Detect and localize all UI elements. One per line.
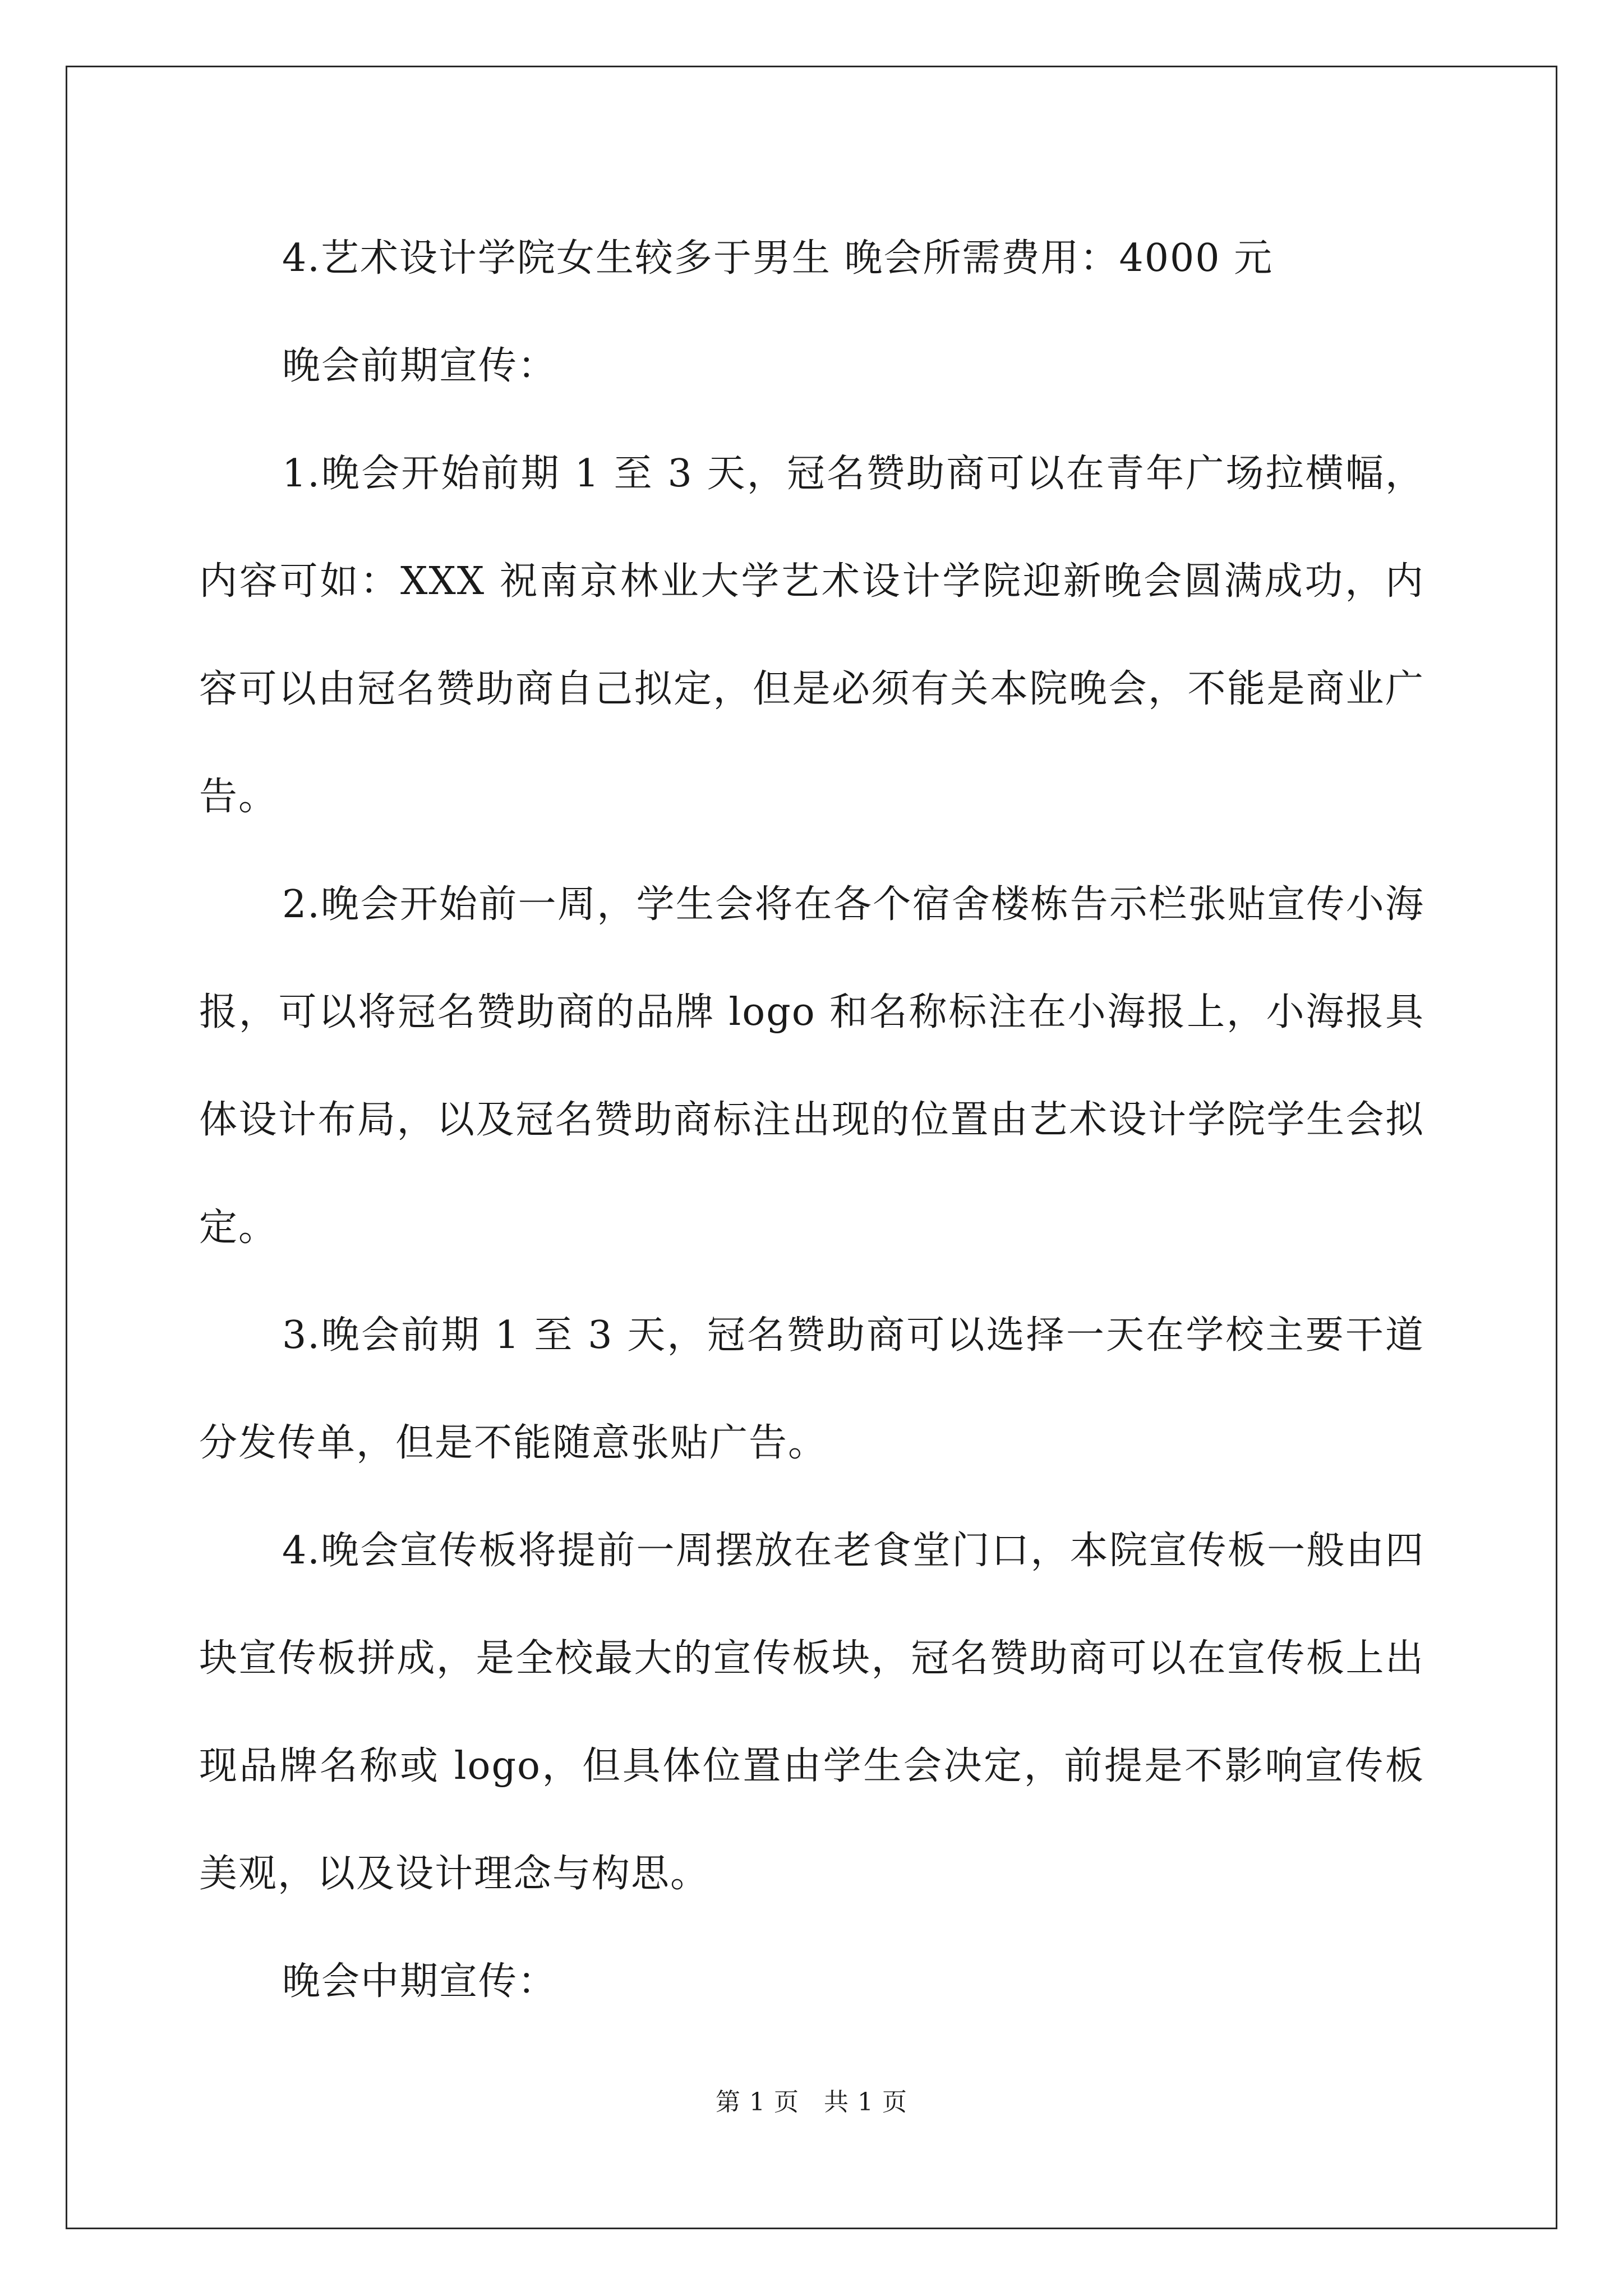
paragraph-item-2: 2.晚会开始前一周，学生会将在各个宿舍楼栋告示栏张贴宣传小海报，可以将冠名赞助商的品牌 logo 和名称标注在小海报上，小海报具体设计布局，以及冠名赞助商标注出现的位置由艺术设计学院学生会拟定。 xyxy=(199,882,1424,1250)
paragraph-pre-publicity-heading: 晚会前期宣传： xyxy=(282,344,557,388)
document-body xyxy=(199,205,1424,2036)
paragraph-item-1: 1.晚会开始前期 1 至 3 天，冠名赞助商可以在青年广场拉横幅，内容可如：XXX 祝南京林业大学艺术设计学院迎新晚会圆满成功，内容可以由冠名赞助商自己拟定，但是必须有关本院晚会，不能是商业广告。 xyxy=(199,452,1424,819)
paragraph-cost: 4.艺术设计学院女生较多于男生 晚会所需费用：4000 元 xyxy=(282,236,1274,280)
page-number: 第 1 页 xyxy=(716,2088,799,2116)
paragraph-item-3: 3.晚会前期 1 至 3 天，冠名赞助商可以选择一天在学校主要干道分发传单，但是不能随意张贴广告。 xyxy=(199,1313,1424,1465)
page-footer xyxy=(0,2086,1623,2119)
paragraph-item-4: 4.晚会宣传板将提前一周摆放在老食堂门口，本院宣传板一般由四块宣传板拼成，是全校最大的宣传板块，冠名赞助商可以在宣传板上出现品牌名称或 logo，但具体位置由学生会决定，前提是不影响宣传板美观，以及设计理念与构思。 xyxy=(199,1529,1424,1896)
page-total: 共 1 页 xyxy=(824,2088,907,2116)
paragraph-mid-publicity-heading: 晚会中期宣传： xyxy=(282,1959,557,2004)
